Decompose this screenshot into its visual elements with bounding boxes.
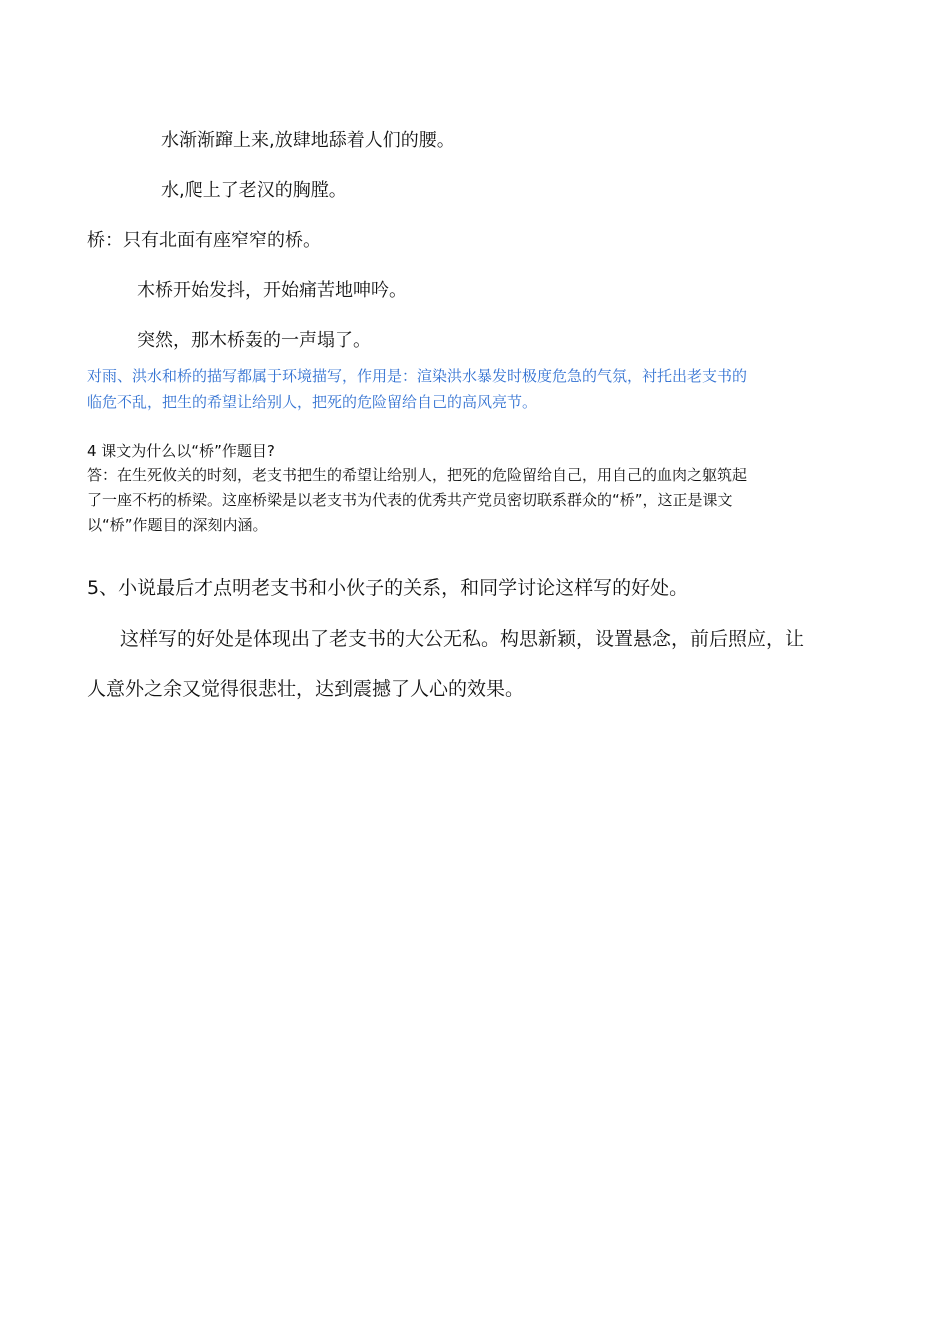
analysis-line-1: 对雨、洪水和桥的描写都属于环境描写，作用是：渲染洪水暴发时极度危急的气氛，衬托出老支书的: [87, 367, 748, 385]
q5-answer-line-2: 人意外之余又觉得很悲壮，达到震撼了人心的效果。: [87, 678, 525, 700]
bridge-line-1: 木桥开始发抖，开始痛苦地呻吟。: [137, 280, 407, 301]
passage-line-2: 水,爬上了老汉的胸膛。: [161, 180, 347, 201]
q4-answer-line-1: 答：在生死攸关的时刻，老支书把生的希望让给别人，把死的危险留给自己，用自己的血肉之躯筑起: [87, 466, 748, 484]
bridge-heading: 桥：只有北面有座窄窄的桥。: [87, 230, 321, 251]
passage-line-1: 水渐渐蹿上来,放肆地舔着人们的腰。: [161, 130, 455, 151]
analysis-line-2: 临危不乱，把生的希望让给别人，把死的危险留给自己的高风亮节。: [87, 393, 538, 411]
q4-answer-line-2: 了一座不朽的桥梁。这座桥梁是以老支书为代表的优秀共产党员密切联系群众的“桥”，这正是课文: [87, 491, 733, 509]
q5-answer-line-1: 这样写的好处是体现出了老支书的大公无私。构思新颖，设置悬念，前后照应，让: [120, 628, 805, 650]
q5-question: 5、小说最后才点明老支书和小伙子的关系，和同学讨论这样写的好处。: [87, 577, 689, 599]
q4-question: 4 课文为什么以“桥”作题目?: [87, 442, 275, 460]
q4-answer-line-3: 以“桥”作题目的深刻内涵。: [87, 516, 268, 534]
bridge-line-2: 突然，那木桥轰的一声塌了。: [137, 330, 371, 351]
